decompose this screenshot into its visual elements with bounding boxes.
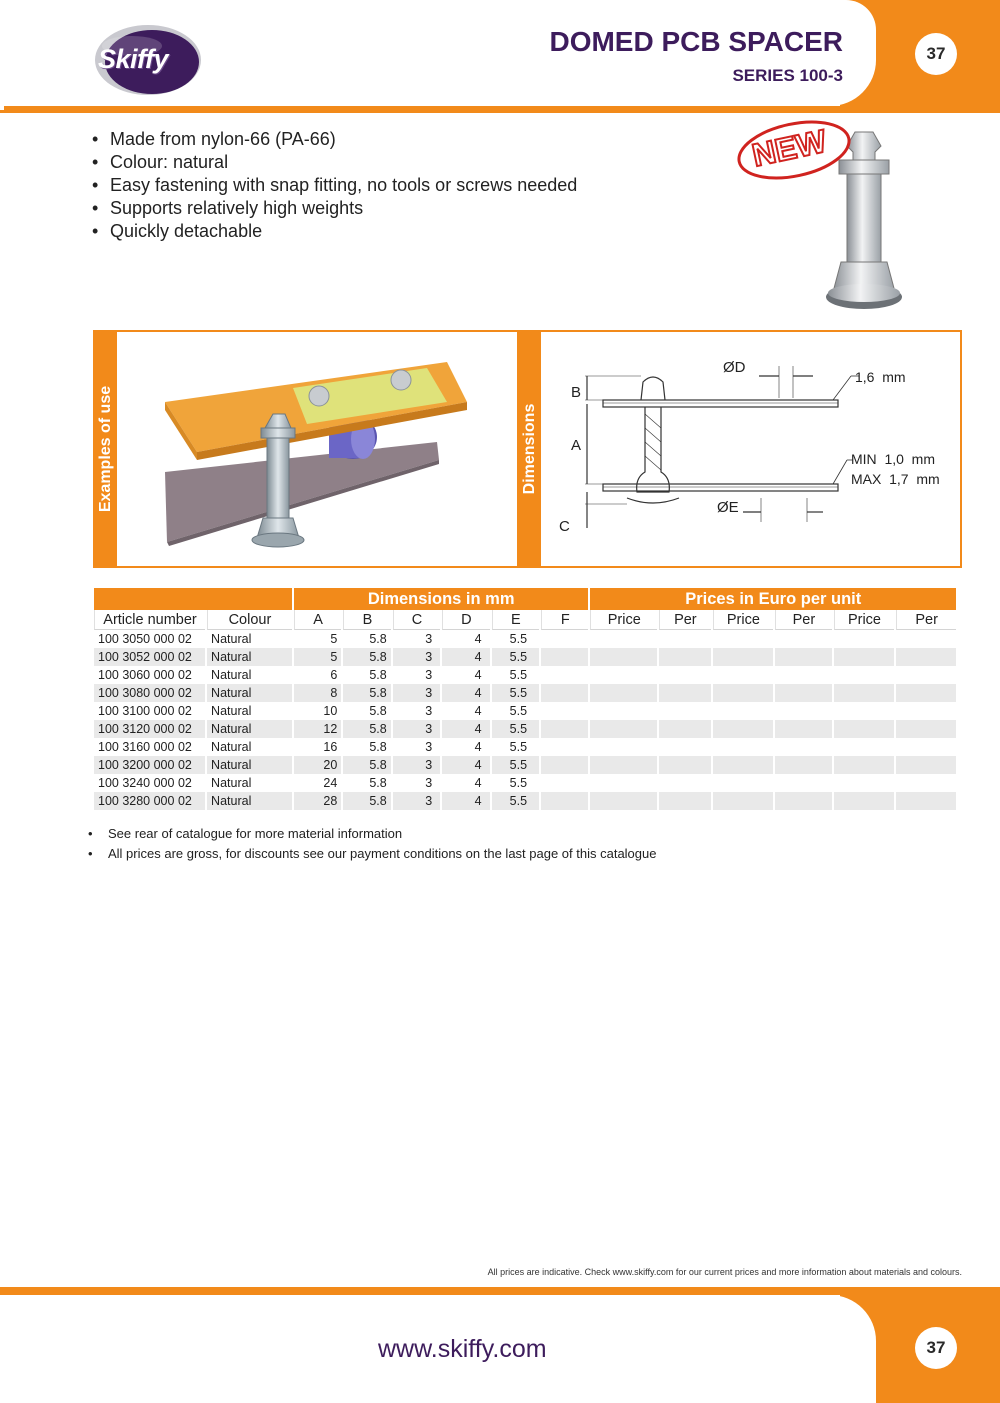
skiffy-logo: [92, 22, 204, 98]
cell-b: 5.8: [343, 756, 390, 774]
col-d: D: [442, 610, 489, 630]
cell-f: [541, 702, 588, 720]
cell-article-number: 100 3080 000 02: [94, 684, 205, 702]
cell-price-1: [590, 756, 657, 774]
cell-price-2: [713, 630, 774, 648]
col-per-2: Per: [775, 610, 832, 630]
cell-article-number: 100 3240 000 02: [98, 776, 192, 790]
cell-c: 3: [425, 704, 433, 718]
table-row: [94, 720, 956, 738]
cell-c: 3: [393, 792, 440, 810]
cell-price-1: [590, 702, 657, 720]
price-disclaimer: All prices are indicative. Check www.skiffy.com for our current prices and more information about materials and colours.: [487, 1267, 962, 1277]
cell-per-2: [775, 684, 832, 702]
cell-d: 4: [474, 776, 482, 790]
cell-per-3: [896, 630, 956, 648]
cell-f: [541, 774, 588, 792]
cell-d: 4: [474, 740, 482, 754]
cell-per-3: [896, 666, 956, 684]
cell-c: 3: [425, 740, 433, 754]
cell-d: 4: [474, 668, 482, 682]
cell-c: 3: [393, 684, 440, 702]
dimension-max: MAX 1,7 mm: [851, 471, 940, 487]
col-f: F: [541, 610, 588, 630]
cell-per-2: [775, 774, 832, 792]
cell-price-1: [590, 630, 657, 648]
cell-per-1: [659, 702, 710, 720]
feature-item: • Supports relatively high weights: [92, 197, 577, 220]
group-header-prices: Prices in Euro per unit: [590, 588, 956, 610]
table-row: [94, 630, 956, 648]
cell-b: 5.8: [369, 740, 387, 754]
cell-d: 4: [442, 648, 489, 666]
cell-e: 5.5: [509, 740, 528, 754]
cell-c: 3: [393, 648, 440, 666]
cell-a: 5: [330, 632, 338, 646]
col-colour: Colour: [207, 610, 292, 630]
cell-price-3: [834, 666, 895, 684]
col-article-number: Article number: [94, 610, 205, 630]
cell-article-number: 100 3060 000 02: [98, 668, 192, 682]
table-row: [94, 756, 956, 774]
cell-b: 5.8: [343, 648, 390, 666]
cell-f: [541, 738, 588, 756]
dimension-label-a: A: [571, 437, 582, 454]
cell-price-3: [834, 648, 895, 666]
cell-article-number: 100 3160 000 02: [98, 740, 192, 754]
cell-f: [541, 720, 588, 738]
examples-label: Examples of use: [97, 385, 114, 513]
dimension-label-e: ØE: [717, 499, 739, 516]
cell-per-1: [659, 666, 710, 684]
table-row: [94, 774, 956, 792]
cell-price-2: [713, 702, 774, 720]
cell-per-3: [896, 774, 956, 792]
cell-per-1: [659, 630, 710, 648]
cell-article-number: 100 3200 000 02: [94, 756, 205, 774]
note-item: • See rear of catalogue for more material information: [88, 824, 656, 844]
table-row: [94, 738, 956, 756]
cell-price-2: [713, 684, 774, 702]
table-row: [94, 792, 956, 810]
cell-a: 24: [323, 776, 338, 790]
cell-e: 5.5: [509, 668, 528, 682]
cell-per-3: [896, 702, 956, 720]
cell-price-3: [834, 792, 895, 810]
new-badge-text: NEW: [748, 122, 830, 174]
cell-per-3: [896, 738, 956, 756]
col-c: C: [393, 610, 440, 630]
cell-b: 5.8: [369, 704, 387, 718]
feature-item: • Made from nylon-66 (PA-66): [92, 128, 577, 151]
cell-colour: Natural: [207, 792, 292, 810]
notes-list: [88, 824, 656, 864]
cell-price-1: [590, 738, 657, 756]
dimension-min: MIN 1,0 mm: [851, 451, 936, 467]
page-subtitle: SERIES 100-3: [732, 66, 843, 85]
cell-price-3: [834, 756, 895, 774]
cell-per-2: [775, 702, 832, 720]
cell-c: 3: [393, 756, 440, 774]
cell-e: 5.5: [509, 632, 528, 646]
col-per-1: Per: [659, 610, 710, 630]
cell-a: 28: [294, 792, 341, 810]
cell-colour: Natural: [207, 684, 292, 702]
col-per-3: Per: [896, 610, 956, 630]
cell-a: 20: [294, 756, 341, 774]
cell-colour: Natural: [211, 668, 252, 682]
cell-per-2: [775, 738, 832, 756]
cell-colour: Natural: [207, 648, 292, 666]
cell-colour: Natural: [211, 740, 252, 754]
cell-a: 8: [294, 684, 341, 702]
cell-price-3: [834, 630, 895, 648]
cell-c: 3: [425, 668, 433, 682]
col-e: E: [492, 610, 539, 630]
cell-price-2: [713, 792, 774, 810]
cell-article-number: 100 3120 000 02: [94, 720, 205, 738]
examples-strip: [95, 332, 117, 566]
cell-price-1: [590, 666, 657, 684]
cell-b: 5.8: [343, 720, 390, 738]
cell-a: 10: [323, 704, 338, 718]
cell-colour: Natural: [211, 776, 252, 790]
cell-price-1: [590, 774, 657, 792]
cell-b: 5.8: [369, 776, 387, 790]
cell-per-1: [659, 756, 710, 774]
cell-price-2: [713, 666, 774, 684]
dimension-drawing: [541, 332, 960, 566]
cell-f: [541, 648, 588, 666]
dimension-label-c: C: [559, 518, 570, 535]
cell-f: [541, 630, 588, 648]
cell-article-number: 100 3050 000 02: [98, 632, 192, 646]
cell-per-3: [896, 684, 956, 702]
feature-item: • Quickly detachable: [92, 220, 577, 243]
cell-per-1: [659, 738, 710, 756]
cell-price-1: [590, 684, 657, 702]
cell-price-2: [713, 720, 774, 738]
cell-per-1: [659, 684, 710, 702]
cell-price-2: [713, 738, 774, 756]
cell-price-3: [834, 738, 895, 756]
cell-price-3: [834, 684, 895, 702]
cell-article-number: 100 3280 000 02: [94, 792, 205, 810]
cell-c: 3: [425, 776, 433, 790]
cell-per-1: [659, 792, 710, 810]
cell-per-3: [896, 756, 956, 774]
cell-d: 4: [474, 632, 482, 646]
cell-f: [541, 792, 588, 810]
cell-per-3: [896, 648, 956, 666]
page-title: DOMED PCB SPACER: [549, 26, 843, 57]
cell-per-2: [775, 648, 832, 666]
cell-per-3: [896, 792, 956, 810]
cell-c: 3: [425, 632, 433, 646]
cell-per-1: [659, 774, 710, 792]
feature-list: [92, 128, 577, 243]
cell-per-2: [775, 666, 832, 684]
cell-colour: Natural: [211, 704, 252, 718]
cell-price-2: [713, 756, 774, 774]
cell-b: 5.8: [343, 684, 390, 702]
cell-d: 4: [442, 720, 489, 738]
feature-item: • Easy fastening with snap fitting, no tools or screws needed: [92, 174, 577, 197]
cell-e: 5.5: [509, 776, 528, 790]
new-badge: [736, 116, 854, 182]
cell-b: 5.8: [369, 632, 387, 646]
footer-page-number-badge: 37: [915, 1327, 957, 1369]
cell-price-1: [590, 648, 657, 666]
cell-price-3: [834, 720, 895, 738]
cell-e: 5.5: [492, 684, 539, 702]
dimensions-panel: [517, 330, 962, 568]
cell-colour: Natural: [207, 756, 292, 774]
table-row: [94, 666, 956, 684]
feature-item: • Colour: natural: [92, 151, 577, 174]
col-price-2: Price: [713, 610, 774, 630]
col-price-1: Price: [590, 610, 657, 630]
note-item: • All prices are gross, for discounts see our payment conditions on the last page of this catalogue: [88, 844, 656, 864]
cell-per-2: [775, 630, 832, 648]
group-header-blank: [94, 588, 292, 610]
cell-price-2: [713, 648, 774, 666]
spec-table: [92, 588, 958, 810]
cell-d: 4: [442, 756, 489, 774]
table-body: [94, 630, 956, 810]
page-number-badge: 37: [915, 33, 957, 75]
dimension-label-d: ØD: [723, 359, 746, 376]
cell-per-2: [775, 720, 832, 738]
cell-a: 12: [294, 720, 341, 738]
cell-article-number: 100 3052 000 02: [94, 648, 205, 666]
cell-b: 5.8: [369, 668, 387, 682]
col-price-3: Price: [834, 610, 895, 630]
cell-d: 4: [474, 704, 482, 718]
cell-c: 3: [393, 720, 440, 738]
logo-wordmark: Skiffy: [98, 44, 169, 74]
examples-illustration: [117, 332, 517, 566]
table-row: [94, 702, 956, 720]
cell-e: 5.5: [492, 756, 539, 774]
cell-price-1: [590, 720, 657, 738]
cell-d: 4: [442, 684, 489, 702]
cell-e: 5.5: [509, 704, 528, 718]
cell-per-3: [896, 720, 956, 738]
cell-f: [541, 684, 588, 702]
col-b: B: [343, 610, 390, 630]
dimensions-strip: [519, 332, 541, 566]
cell-e: 5.5: [492, 648, 539, 666]
cell-per-1: [659, 720, 710, 738]
cell-per-2: [775, 756, 832, 774]
cell-colour: Natural: [211, 632, 252, 646]
cell-colour: Natural: [207, 720, 292, 738]
cell-d: 4: [442, 792, 489, 810]
col-a: A: [294, 610, 341, 630]
cell-e: 5.5: [492, 720, 539, 738]
table-row: [94, 684, 956, 702]
table-group-header: [94, 588, 956, 610]
cell-a: 16: [323, 740, 338, 754]
examples-panel: [93, 330, 519, 568]
cell-f: [541, 756, 588, 774]
dimensions-label: Dimensions: [521, 403, 538, 495]
cell-per-1: [659, 648, 710, 666]
cell-f: [541, 666, 588, 684]
dimension-label-b: B: [571, 384, 582, 401]
cell-e: 5.5: [492, 792, 539, 810]
cell-price-2: [713, 774, 774, 792]
cell-price-3: [834, 774, 895, 792]
cell-per-2: [775, 792, 832, 810]
group-header-dimensions: Dimensions in mm: [294, 588, 589, 610]
cell-price-3: [834, 702, 895, 720]
dimension-thickness: 1,6 mm: [855, 369, 906, 385]
cell-price-1: [590, 792, 657, 810]
cell-article-number: 100 3100 000 02: [98, 704, 192, 718]
cell-a: 6: [330, 668, 338, 682]
website-link[interactable]: www.skiffy.com: [378, 1335, 547, 1363]
table-column-header: [94, 610, 956, 630]
cell-b: 5.8: [343, 792, 390, 810]
table-row: [94, 648, 956, 666]
cell-a: 5: [294, 648, 341, 666]
